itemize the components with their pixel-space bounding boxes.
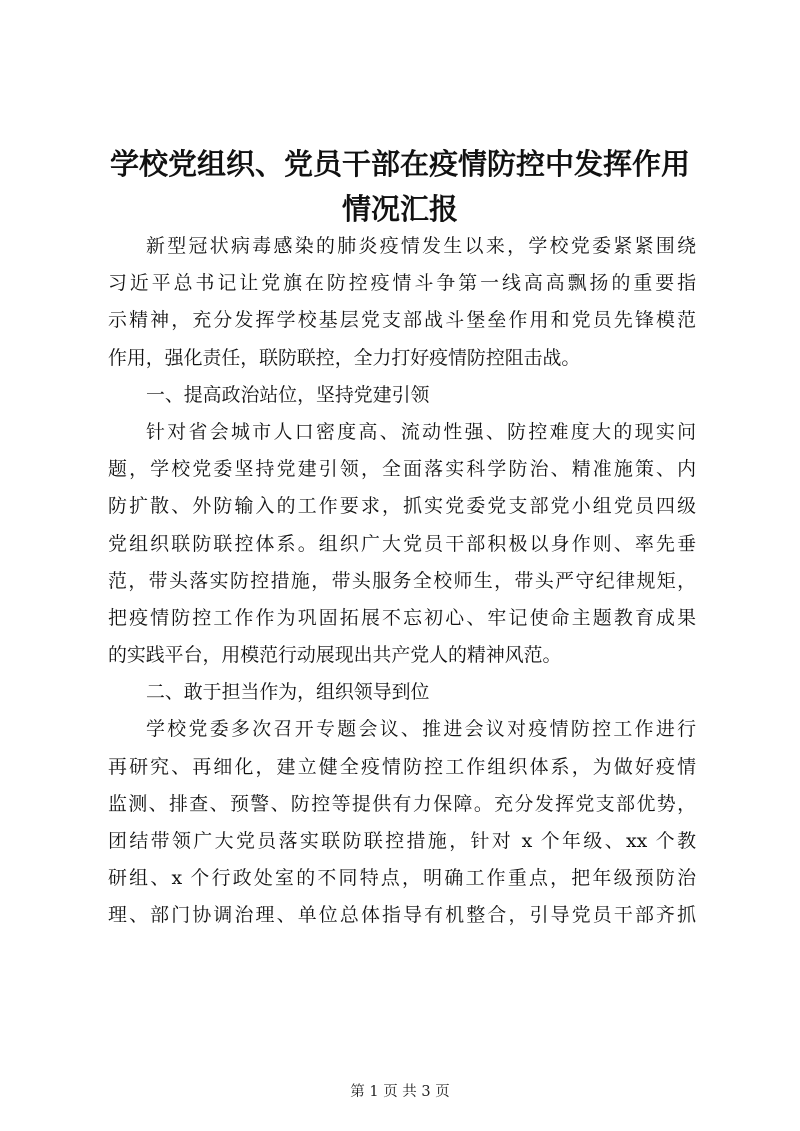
body-line: 理、部门协调治理、单位总体指导有机整合，引导党员干部齐抓 [108, 904, 696, 927]
body-line: 示精神，充分发挥学校基层党支部战斗堡垒作用和党员先锋模范 [108, 309, 696, 332]
document-body [108, 228, 696, 935]
body-line: 学校党委多次召开专题会议、推进会议对疫情防控工作进行 [146, 718, 696, 741]
body-line: 防扩散、外防输入的工作要求，抓实党委党支部党小组党员四级 [108, 495, 696, 518]
body-line: 作用，强化责任，联防联控，全力打好疫情防控阻击战。 [108, 346, 581, 369]
section-heading: 一、提高政治站位，坚持党建引领 [146, 383, 430, 406]
title-line-2: 情况汇报 [341, 192, 458, 226]
body-line: 习近平总书记让党旗在防控疫情斗争第一线高高飘扬的重要指 [108, 272, 696, 295]
body-line: 针对省会城市人口密度高、流动性强、防控难度大的现实问 [146, 420, 696, 443]
body-line: 把疫情防控工作作为巩固拓展不忘初心、牢记使命主题教育成果 [108, 606, 696, 629]
body-line: 题，学校党委坚持党建引领，全面落实科学防治、精准施策、内 [108, 458, 696, 481]
body-line: 新型冠状病毒感染的肺炎疫情发生以来，学校党委紧紧围绕 [146, 235, 696, 257]
document-title [98, 142, 702, 232]
body-line: 研组、x 个行政处室的不同特点，明确工作重点，把年级预防治 [108, 867, 696, 890]
body-line: 监测、排查、预警、防控等提供有力保障。充分发挥党支部优势， [108, 792, 696, 815]
body-line: 团结带领广大党员落实联防联控措施，针对 x 个年级、xx 个教 [108, 830, 696, 852]
section-heading: 二、敢于担当作为，组织领导到位 [146, 681, 430, 704]
body-line: 再研究、再细化，建立健全疫情防控工作组织体系，为做好疫情 [108, 755, 696, 778]
body-line: 的实践平台，用模范行动展现出共产党人的精神风范。 [108, 644, 562, 667]
page-number-footer: 第 1 页 共 3 页 [350, 1084, 450, 1100]
title-line-1: 学校党组织、党员干部在疫情防控中发挥作用 [109, 147, 690, 181]
body-line: 范，带头落实防控措施，带头服务全校师生，带头严守纪律规矩， [108, 569, 696, 592]
body-line: 党组织联防联控体系。组织广大党员干部积极以身作则、率先垂 [108, 532, 696, 555]
